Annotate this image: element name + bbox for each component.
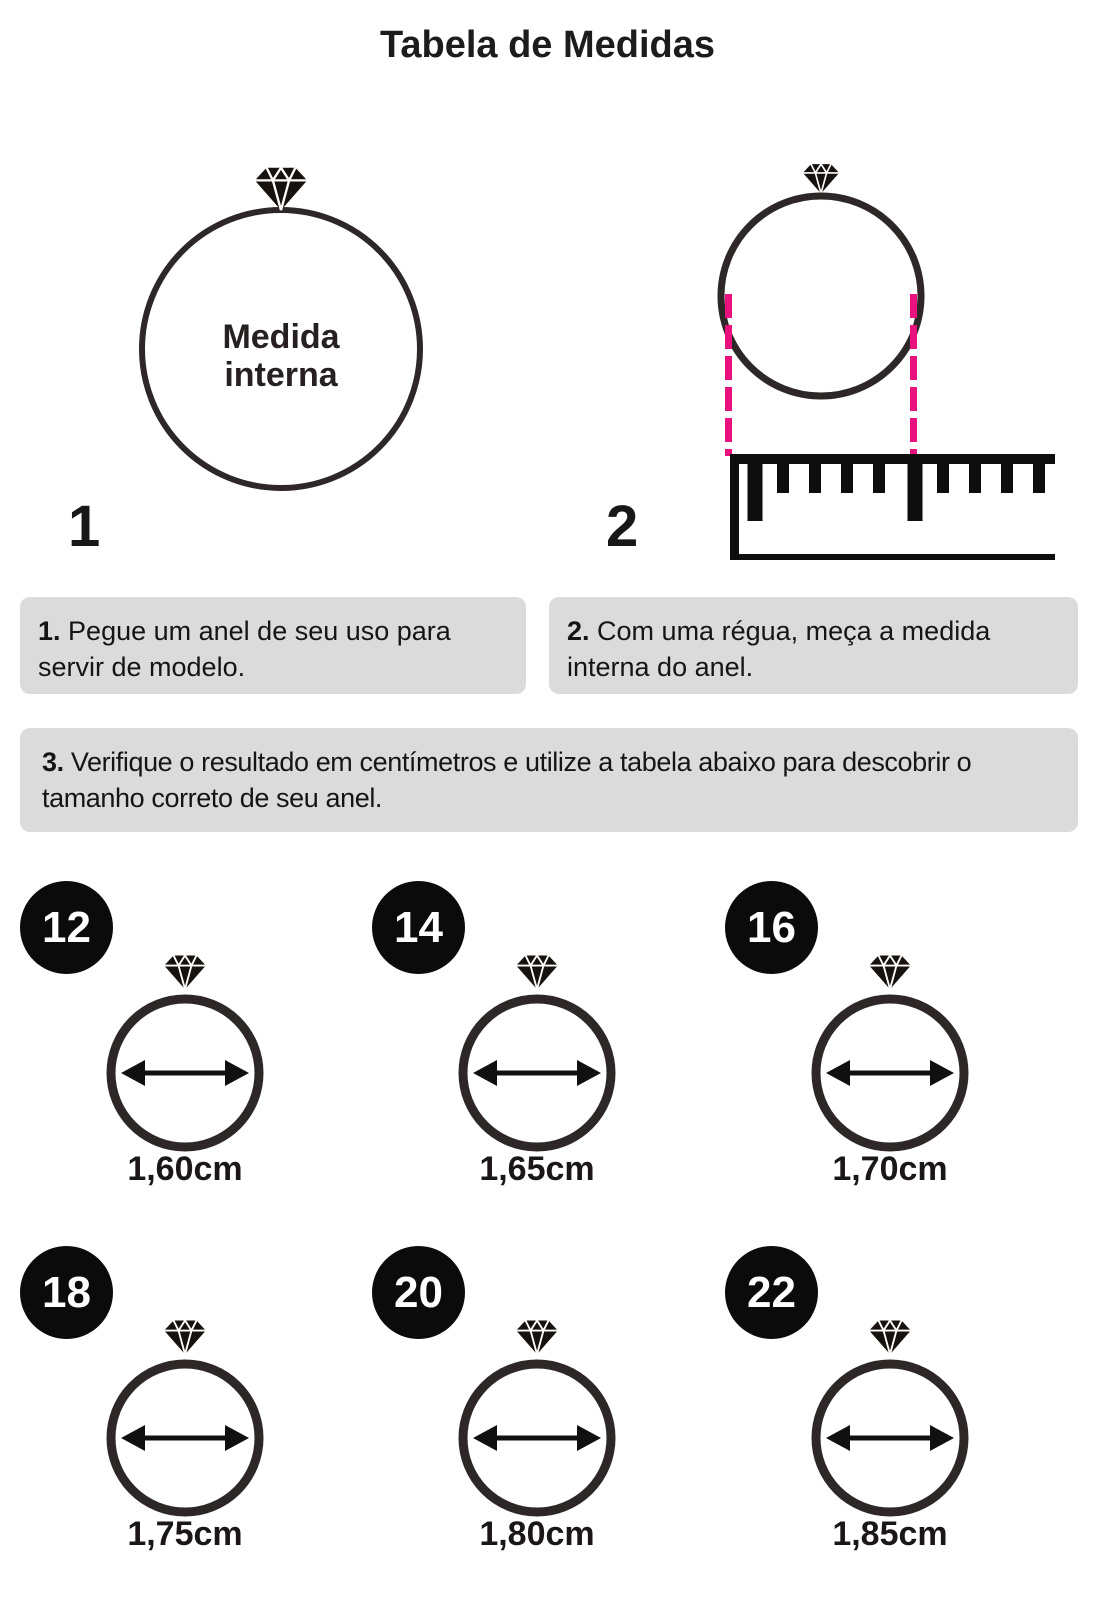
instruction-box-3 <box>20 728 1078 832</box>
instruction-box-1 <box>20 597 526 694</box>
size-badge: 16 <box>725 881 818 974</box>
diameter-arrow-icon <box>121 1060 249 1086</box>
size-item <box>705 1225 1075 1555</box>
size-measure-label: 1,70cm <box>832 1150 948 1188</box>
size-measure-label: 1,80cm <box>479 1515 595 1553</box>
diameter-arrow-icon <box>473 1060 601 1086</box>
size-badge: 20 <box>372 1246 465 1339</box>
ring-icon <box>452 945 622 1175</box>
diamond-icon <box>869 955 911 989</box>
size-item <box>352 1225 722 1555</box>
inner-measure-label: Medida interna <box>222 318 340 394</box>
size-item <box>0 1225 370 1555</box>
step1-number: 1 <box>68 494 101 559</box>
diameter-arrow-icon <box>473 1425 601 1451</box>
size-badge: 22 <box>725 1246 818 1339</box>
diamond-icon <box>164 1320 206 1354</box>
instruction-text: Pegue um anel de seu uso para servir de modelo. <box>38 616 451 682</box>
ring-icon <box>805 945 975 1175</box>
ring-icon <box>100 945 270 1175</box>
size-measure-label: 1,75cm <box>127 1515 243 1553</box>
diamond-icon <box>164 955 206 989</box>
size-item <box>705 860 1075 1190</box>
diameter-arrow-icon <box>121 1425 249 1451</box>
size-badge: 12 <box>20 881 113 974</box>
instruction-number: 3. <box>42 747 64 777</box>
ring-icon <box>452 1310 622 1540</box>
diameter-arrow-icon <box>826 1060 954 1086</box>
diameter-arrow-icon <box>826 1425 954 1451</box>
step1-illustration <box>131 165 431 525</box>
ring-icon <box>805 1310 975 1540</box>
size-measure-label: 1,65cm <box>479 1150 595 1188</box>
size-badge: 14 <box>372 881 465 974</box>
size-measure-label: 1,60cm <box>127 1150 243 1188</box>
instruction-number: 1. <box>38 616 61 646</box>
diamond-icon <box>516 1320 558 1354</box>
page-title: Tabela de Medidas <box>379 24 716 66</box>
step2-illustration <box>595 160 1065 560</box>
size-badge: 18 <box>20 1246 113 1339</box>
instruction-number: 2. <box>567 616 590 646</box>
ring-icon <box>100 1310 270 1540</box>
diamond-icon <box>803 164 839 193</box>
diamond-icon <box>869 1320 911 1354</box>
step2-number: 2 <box>606 494 639 559</box>
size-item <box>352 860 722 1190</box>
diamond-icon <box>516 955 558 989</box>
ruler-icon <box>730 454 1055 560</box>
size-item <box>0 860 370 1190</box>
size-measure-label: 1,85cm <box>832 1515 948 1553</box>
ring-icon <box>721 196 921 396</box>
diamond-icon <box>255 168 307 210</box>
instruction-box-2 <box>549 597 1078 694</box>
instruction-text: Verifique o resultado em centímetros e utilize a tabela abaixo para descobrir o tamanho correto de seu anel. <box>42 747 972 813</box>
instruction-text: Com uma régua, meça a medida interna do anel. <box>567 616 991 682</box>
